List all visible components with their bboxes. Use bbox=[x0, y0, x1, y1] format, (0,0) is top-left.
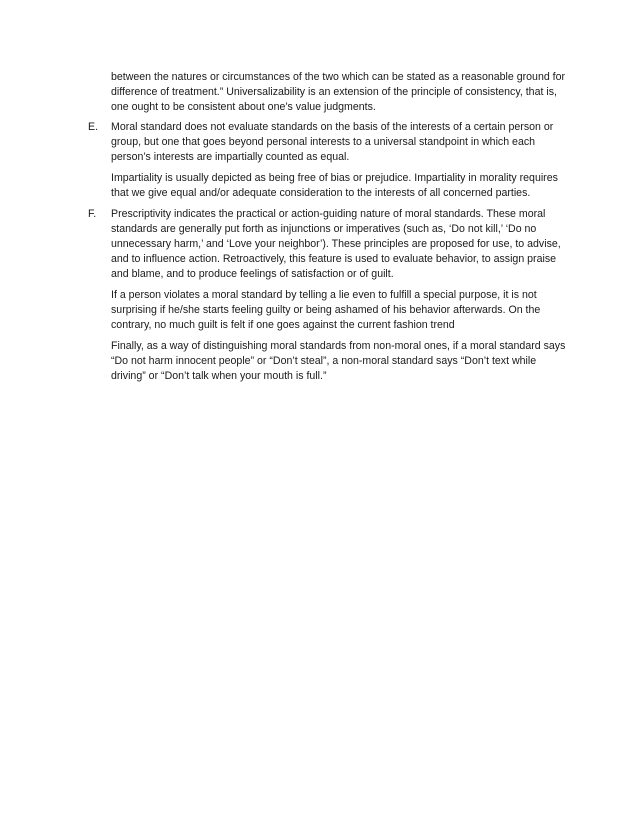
paragraph-text: Moral standard does not evaluate standards on the basis of the interests of a certain person or group, but one that goes beyond personal interests to a universal standpoint in which each person’s interests are impartially counted as equal. bbox=[111, 121, 554, 163]
list-marker: E. bbox=[88, 121, 99, 133]
paragraph-impartiality bbox=[88, 171, 570, 201]
paragraph-finally bbox=[88, 339, 570, 384]
paragraph-text: between the natures or circumstances of the two which can be stated as a reasonable ground for difference of treatment.” Universalizability is an extension of the principle of consistency, that is, one ought to be consistent about one’s value judgments. bbox=[111, 71, 566, 113]
paragraph-guilt bbox=[88, 288, 570, 333]
paragraph-text: If a person violates a moral standard by telling a lie even to fulfill a special purpose, it is not surprising if he/she starts feeling guilty or being ashamed of his behavior afterwards. On the contrary, no much guilt is felt if one goes against the current fashion trend bbox=[111, 289, 541, 331]
paragraph-continuation bbox=[88, 70, 570, 115]
paragraph-text: Finally, as a way of distinguishing moral standards from non-moral ones, if a moral standard says “Do not harm innocent people” or “Don’t steal”, a non-moral standard says “Don’t text while driving” or “Don’t talk when your mouth is full.” bbox=[111, 340, 566, 382]
paragraph-text: Prescriptivity indicates the practical or action-guiding nature of moral standards. These moral standards are generally put forth as injunctions or imperatives (such as, ‘Do not kill,’ ‘Do no unnecessary harm,’ and ‘Love your neighbor’). These principles are proposed for use, to advise, and to influence action. Retroactively, this feature is used to evaluate behavior, to assign praise and blame, and to produce feelings of satisfaction or of guilt. bbox=[111, 208, 561, 280]
list-marker: F. bbox=[88, 208, 97, 220]
paragraph-text: Impartiality is usually depicted as being free of bias or prejudice. Impartiality in morality requires that we give equal and/or adequate consideration to the interests of all concerned parties. bbox=[111, 172, 558, 199]
list-item-e bbox=[88, 120, 570, 165]
list-item-f bbox=[88, 207, 570, 282]
document-body bbox=[88, 70, 570, 390]
